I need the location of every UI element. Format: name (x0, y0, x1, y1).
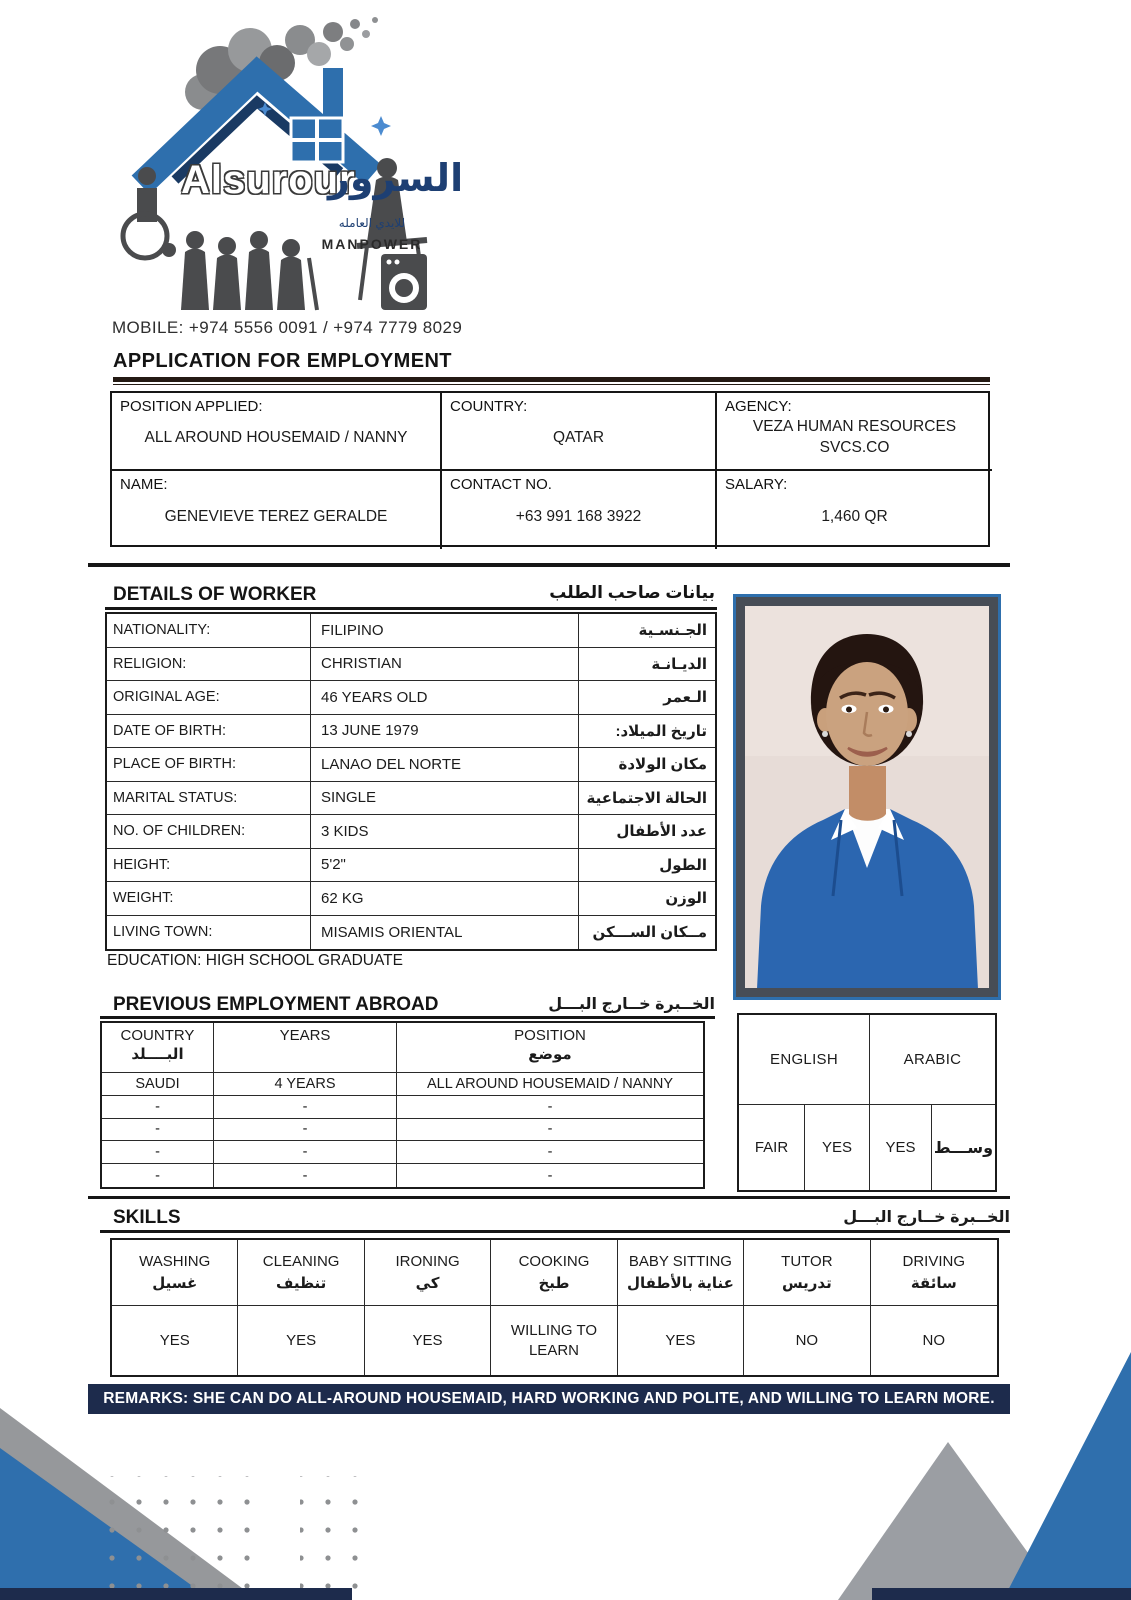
previous-employment-rows (102, 1073, 703, 1187)
bottom-right-blue-triangle (1003, 1352, 1131, 1600)
employment-position: - (547, 1167, 553, 1184)
employment-position: - (397, 1141, 703, 1164)
field-value: +63 991 168 3922 (515, 507, 642, 525)
brand-name: Alsurour (181, 158, 356, 202)
previous-employment-underline (100, 1016, 715, 1019)
skill-name-arabic: طبخ (538, 1275, 570, 1292)
arabic-level: وســـط (933, 1139, 994, 1157)
employment-years: - (214, 1164, 397, 1187)
detail-value: MISAMIS ORIENTAL (311, 916, 579, 950)
column-header-arabic: موضع (528, 1046, 572, 1063)
field-position-applied (112, 393, 442, 471)
education-line: EDUCATION: HIGH SCHOOL GRADUATE (107, 952, 403, 969)
skills-section-title-arabic: الخــبرة خــارج البـــل (843, 1209, 1010, 1226)
field-contact-no (442, 471, 717, 549)
skill-name: TUTOR (781, 1253, 833, 1270)
detail-value: LANAO DEL NORTE (311, 748, 579, 782)
detail-value: 13 JUNE 1979 (311, 715, 579, 749)
skill-name-arabic: غسيل (152, 1275, 198, 1292)
detail-value: 62 KG (311, 882, 579, 916)
skill-header-driving (871, 1240, 997, 1306)
english-level: FAIR (739, 1105, 805, 1190)
applicant-photo (745, 606, 989, 988)
column-header-country (102, 1023, 214, 1072)
worker-details-table (105, 612, 717, 951)
skills-divider-top (88, 1196, 1010, 1199)
field-name (112, 471, 442, 549)
previous-employment-title-arabic: الخــبرة خــارج البـــل (548, 996, 715, 1013)
detail-label-arabic: الديـانـة (579, 648, 715, 682)
detail-value: SINGLE (311, 782, 579, 816)
application-summary-table (110, 391, 990, 547)
detail-label: PLACE OF BIRTH: (107, 748, 311, 782)
field-label: AGENCY: (725, 398, 792, 415)
detail-value: FILIPINO (311, 614, 579, 648)
skill-name: COOKING (518, 1253, 590, 1270)
detail-value: CHRISTIAN (311, 648, 579, 682)
skill-value: NO (795, 1331, 819, 1349)
skill-name-arabic: عناية بالأطفال (626, 1275, 734, 1292)
employment-country: - (102, 1096, 214, 1119)
detail-label-arabic: تاريخ الميلاد: (579, 715, 715, 749)
field-value: QATAR (552, 428, 605, 446)
previous-employment-title: PREVIOUS EMPLOYMENT ABROAD (113, 994, 439, 1015)
detail-label: HEIGHT: (107, 849, 311, 883)
skill-name-arabic: تنظيف (275, 1275, 327, 1292)
detail-value: 46 YEARS OLD (311, 681, 579, 715)
detail-value: 5'2" (311, 849, 579, 883)
field-label: NAME: (120, 476, 168, 493)
detail-label: NATIONALITY: (107, 614, 311, 648)
field-value: ALL AROUND HOUSEMAID / NANNY (144, 428, 408, 446)
column-header-label: POSITION (514, 1027, 586, 1044)
washing-machine-icon (381, 254, 427, 310)
arabic-yes: YES (870, 1105, 932, 1190)
employment-position: - (397, 1119, 703, 1142)
skill-name: IRONING (395, 1253, 460, 1270)
skill-header-cooking (491, 1240, 617, 1306)
detail-label: RELIGION: (107, 648, 311, 682)
skill-header-ironing (365, 1240, 491, 1306)
title-underline-thin (113, 384, 990, 385)
field-country (442, 393, 717, 471)
field-label: SALARY: (725, 476, 788, 493)
skill-header-baby-sitting (618, 1240, 744, 1306)
title-underline (113, 377, 990, 385)
brand-tagline: MANPOWER (321, 236, 423, 252)
dot-grid-right (300, 1476, 364, 1600)
employment-country: - (102, 1141, 214, 1164)
column-header-position (397, 1023, 703, 1072)
skill-name: DRIVING (902, 1253, 966, 1270)
employment-position: - (397, 1096, 703, 1119)
skill-value: YES (412, 1331, 443, 1349)
employment-position: ALL AROUND HOUSEMAID / NANNY (397, 1073, 703, 1096)
remarks-banner: REMARKS: SHE CAN DO ALL-AROUND HOUSEMAID, HARD WORKING AND POLITE, AND WILLING TO LEARN MORE. (88, 1384, 1010, 1414)
employment-years: - (214, 1141, 397, 1164)
field-salary (717, 471, 992, 549)
detail-label: MARITAL STATUS: (107, 782, 311, 816)
field-value: 1,460 QR (821, 507, 888, 525)
skill-name-arabic: كي (415, 1275, 440, 1292)
employment-years: - (214, 1119, 397, 1142)
detail-label: NO. OF CHILDREN: (107, 815, 311, 849)
field-value: GENEVIEVE TEREZ GERALDE (164, 507, 388, 525)
field-label: COUNTRY: (450, 398, 528, 415)
skill-header-washing (112, 1240, 238, 1306)
column-header-label: YEARS (279, 1027, 331, 1044)
employment-country: - (102, 1164, 214, 1187)
skill-header-tutor (744, 1240, 870, 1306)
bottom-decoration (0, 1330, 1131, 1600)
languages-header-row (739, 1015, 995, 1105)
detail-label-arabic: الحالة الاجتماعية (579, 782, 715, 816)
language-arabic-header: ARABIC (903, 1051, 962, 1068)
skill-name: WASHING (139, 1253, 211, 1270)
page-title: APPLICATION FOR EMPLOYMENT (113, 350, 452, 372)
applicant-photo-frame (733, 594, 1001, 1000)
detail-value: 3 KIDS (311, 815, 579, 849)
detail-label-arabic: الـعمر (579, 681, 715, 715)
detail-label: WEIGHT: (107, 882, 311, 916)
brand-name-arabic: السرور (328, 158, 464, 200)
title-underline-thick (113, 377, 990, 382)
employment-years: 4 YEARS (214, 1073, 397, 1096)
previous-employment-table (100, 1021, 705, 1189)
detail-label: ORIGINAL AGE: (107, 681, 311, 715)
brand-subtitle-arabic: للايدي العامله (338, 216, 406, 230)
previous-employment-header-row (102, 1023, 703, 1073)
dot-grid-left (96, 1476, 264, 1598)
skills-section-title: SKILLS (113, 1207, 181, 1228)
detail-label-arabic: عدد الأطفال (579, 815, 715, 849)
skill-value: WILLING TO LEARN (510, 1322, 598, 1359)
column-header-arabic: البــــلد (131, 1046, 184, 1063)
skill-name: BABY SITTING (628, 1253, 732, 1270)
bottom-left-navy-bar (0, 1588, 352, 1600)
details-underline (105, 607, 717, 610)
employment-country: - (102, 1119, 214, 1142)
field-agency (717, 393, 992, 471)
skill-value: YES (286, 1331, 317, 1349)
detail-label-arabic: مــكان الســـكن (592, 924, 707, 942)
detail-label-arabic: الجـنسـية (579, 614, 715, 648)
skill-name-arabic: تدريس (781, 1275, 832, 1292)
detail-label: LIVING TOWN: (107, 916, 311, 950)
skill-value: NO (922, 1331, 946, 1349)
mobile-numbers: MOBILE: +974 5556 0091 / +974 7779 8029 (112, 318, 463, 337)
agency-logo (95, 8, 465, 316)
column-header-years (214, 1023, 397, 1072)
languages-table (737, 1013, 997, 1192)
field-value: VEZA HUMAN RESOURCES SVCS.CO (752, 418, 957, 456)
employment-years: - (214, 1096, 397, 1119)
details-section-title-arabic: بيانات صاحب الطلب (549, 583, 715, 602)
detail-label: DATE OF BIRTH: (107, 715, 311, 749)
skill-name-arabic: سائقة (910, 1275, 957, 1292)
skill-name: CLEANING (262, 1253, 340, 1270)
bottom-right-navy-bar (872, 1588, 1131, 1600)
english-yes: YES (805, 1105, 870, 1190)
field-label: POSITION APPLIED: (120, 398, 263, 415)
detail-label-arabic: الوزن (579, 882, 715, 916)
details-section-title: DETAILS OF WORKER (113, 584, 317, 605)
applicant-portrait-art (745, 606, 989, 988)
detail-label-arabic: الطول (579, 849, 715, 883)
employment-country: SAUDI (102, 1073, 214, 1096)
field-label: CONTACT NO. (450, 476, 552, 493)
skill-header-cleaning (238, 1240, 364, 1306)
detail-label-arabic: مكان الولادة (579, 748, 715, 782)
skill-value: YES (159, 1331, 190, 1349)
languages-value-row (739, 1105, 995, 1190)
section-divider (88, 563, 1010, 567)
skill-value: YES (665, 1331, 696, 1349)
language-english-header: ENGLISH (739, 1015, 870, 1104)
skills-underline (100, 1230, 1010, 1233)
column-header-label: COUNTRY (120, 1027, 195, 1044)
